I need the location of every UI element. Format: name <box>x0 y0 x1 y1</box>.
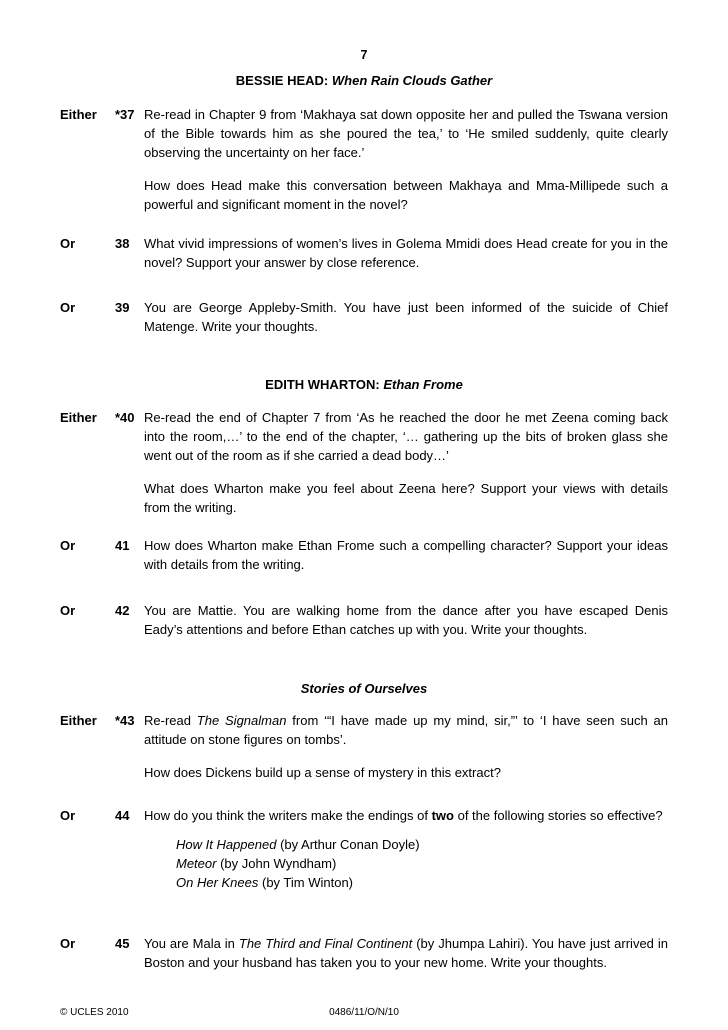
question-number: 42 <box>115 603 130 618</box>
question-number: *43 <box>115 713 135 728</box>
question-40 <box>60 408 668 517</box>
story-author: (by John Wyndham) <box>216 856 337 871</box>
question-37 <box>60 105 668 214</box>
text-post: of the following stories so effective? <box>453 808 663 823</box>
question-type: Or <box>60 236 76 251</box>
story-item <box>176 873 668 892</box>
story-title: Meteor <box>176 856 217 871</box>
heading-title: When Rain Clouds Gather <box>331 73 493 88</box>
question-number: 44 <box>115 808 130 823</box>
section-heading-bessie-head <box>0 71 728 90</box>
question-type: Or <box>60 936 76 951</box>
question-type: Or <box>60 603 76 618</box>
question-type: Or <box>60 808 76 823</box>
question-prompt: How does Dickens build up a sense of mystery in this extract? <box>144 765 501 780</box>
text-emphasis: two <box>431 808 454 823</box>
question-type: Either <box>60 107 97 122</box>
question-41 <box>60 536 668 574</box>
text-pre: Re-read <box>144 713 197 728</box>
question-42 <box>60 601 668 639</box>
story-title: The Third and Final Continent <box>238 936 413 951</box>
story-title: The Signalman <box>196 713 287 728</box>
question-prompt: How does Head make this conversation between Makhaya and Mma-Millipede such a powerful and significant moment in the novel? <box>144 178 668 212</box>
heading-title: Ethan Frome <box>383 377 463 392</box>
text-pre: You are Mala in <box>144 936 239 951</box>
story-item <box>176 835 668 854</box>
question-number: *37 <box>115 107 135 122</box>
question-number: *40 <box>115 410 135 425</box>
question-number: 41 <box>115 538 130 553</box>
question-45 <box>60 934 668 972</box>
story-title: On Her Knees <box>176 875 259 890</box>
question-text <box>144 711 668 749</box>
footer-copyright: © UCLES 2010 <box>60 1007 129 1018</box>
story-author: (by Tim Winton) <box>258 875 353 890</box>
story-title: How It Happened <box>176 837 277 852</box>
heading-title: Stories of Ourselves <box>300 681 428 696</box>
footer-paper-code: 0486/11/O/N/10 <box>329 1007 399 1018</box>
question-number: 45 <box>115 936 130 951</box>
question-text: What vivid impressions of women’s lives in Golema Mmidi does Head create for you in the novel? Support your answer by close reference. <box>144 236 668 270</box>
text-post: from ‘“I have made up my mind, sir,”’ to ‘I have seen such an attitude on stone figures on tombs’. <box>144 713 669 747</box>
text-post: (by Jhumpa Lahiri). You have just arrived in Boston and your husband has taken you to your new home. Write your thoughts. <box>144 936 668 970</box>
question-number: 38 <box>115 236 130 251</box>
question-number: 39 <box>115 300 130 315</box>
question-text <box>144 934 668 972</box>
question-text: You are Mattie. You are walking home from the dance after you have escaped Denis Eady’s attentions and before Ethan catches up with you. Write your thoughts. <box>144 603 668 637</box>
question-43 <box>60 711 668 782</box>
section-heading-edith-wharton <box>0 375 728 394</box>
question-text: You are George Appleby-Smith. You have just been informed of the suicide of Chief Matenge. Write your thoughts. <box>144 300 668 334</box>
question-type: Or <box>60 538 76 553</box>
question-type: Either <box>60 410 97 425</box>
question-text: Re-read the end of Chapter 7 from ‘As he reached the door he met Zeena coming back into the room,…’ to the end of the chapter, ‘… gathering up the bits of broken glass she went out of the room as if she carried a dead body…’ <box>144 410 668 463</box>
section-heading-stories-of-ourselves <box>0 679 728 698</box>
heading-author: EDITH WHARTON: <box>265 377 380 392</box>
heading-author: BESSIE HEAD: <box>235 73 329 88</box>
question-38 <box>60 234 668 272</box>
page-number: 7 <box>360 48 368 62</box>
story-item <box>176 854 668 873</box>
text-pre: How do you think the writers make the endings of <box>144 808 432 823</box>
question-text: Re-read in Chapter 9 from ‘Makhaya sat down opposite her and pulled the Tswana version of the Bible towards him as she poured the tea,’ to ‘He smiled suddenly, quite clearly observing the uncertainty on her face.’ <box>144 107 668 160</box>
question-prompt: What does Wharton make you feel about Zeena here? Support your views with details from the writing. <box>144 481 668 515</box>
story-list <box>176 835 668 892</box>
story-author: (by Arthur Conan Doyle) <box>276 837 420 852</box>
question-text <box>144 806 668 825</box>
question-type: Or <box>60 300 76 315</box>
question-type: Either <box>60 713 97 728</box>
question-39 <box>60 298 668 336</box>
question-44 <box>60 806 668 892</box>
question-text: How does Wharton make Ethan Frome such a compelling character? Support your ideas with details from the writing. <box>144 538 668 572</box>
